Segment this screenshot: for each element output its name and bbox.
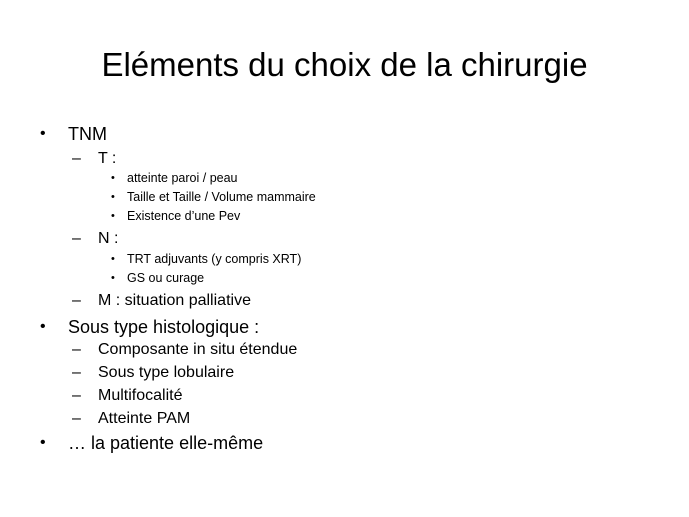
dash-icon: –	[72, 150, 81, 167]
bullet-icon: •	[111, 172, 115, 184]
dash-icon: –	[72, 230, 81, 247]
sub-sub-item-text: TRT adjuvants (y compris XRT)	[127, 252, 302, 266]
sub-item-text: M : situation palliative	[98, 292, 251, 309]
sub-sub-item-text: GS ou curage	[127, 271, 205, 285]
bullet-text: Sous type histologique :	[68, 317, 260, 337]
dash-icon: –	[72, 387, 81, 404]
sub-item-n	[72, 229, 119, 249]
sub-item	[72, 409, 191, 429]
bullet-text: … la patiente elle-même	[68, 433, 264, 453]
sub-sub-item-text: Taille et Taille / Volume mammaire	[127, 190, 316, 204]
bullet-icon: •	[111, 253, 115, 265]
bullet-icon: •	[111, 210, 115, 222]
bullet-icon: •	[40, 434, 46, 451]
bullet-item-patient	[40, 432, 264, 454]
sub-item	[72, 363, 235, 383]
sub-sub-item	[111, 170, 238, 186]
sub-item-text: Composante in situ étendue	[98, 341, 298, 358]
sub-item	[72, 386, 183, 406]
slide-title: Eléments du choix de la chirurgie	[101, 46, 588, 83]
sub-item-m	[72, 291, 251, 311]
sub-sub-item-text: Existence d’une Pev	[127, 209, 241, 223]
sub-item-t	[72, 149, 117, 169]
sub-sub-item	[111, 208, 241, 224]
bullet-text: TNM	[68, 124, 107, 144]
bullet-icon: •	[111, 191, 115, 203]
dash-icon: –	[72, 341, 81, 358]
bullet-item-histology	[40, 316, 260, 338]
dash-icon: –	[72, 292, 81, 309]
sub-sub-item	[111, 270, 205, 286]
dash-icon: –	[72, 364, 81, 381]
bullet-icon: •	[40, 125, 46, 142]
sub-item-text: N :	[98, 230, 119, 247]
sub-item-text: T :	[98, 150, 117, 167]
bullet-icon: •	[111, 272, 115, 284]
sub-item-text: Sous type lobulaire	[98, 364, 235, 381]
sub-sub-item-text: atteinte paroi / peau	[127, 171, 238, 185]
bullet-icon: •	[40, 318, 46, 335]
bullet-item-tnm	[40, 123, 107, 145]
sub-item-text: Atteinte PAM	[98, 410, 191, 427]
sub-sub-item	[111, 251, 302, 267]
sub-item-text: Multifocalité	[98, 387, 183, 404]
sub-item	[72, 340, 298, 360]
sub-sub-item	[111, 189, 316, 205]
dash-icon: –	[72, 410, 81, 427]
